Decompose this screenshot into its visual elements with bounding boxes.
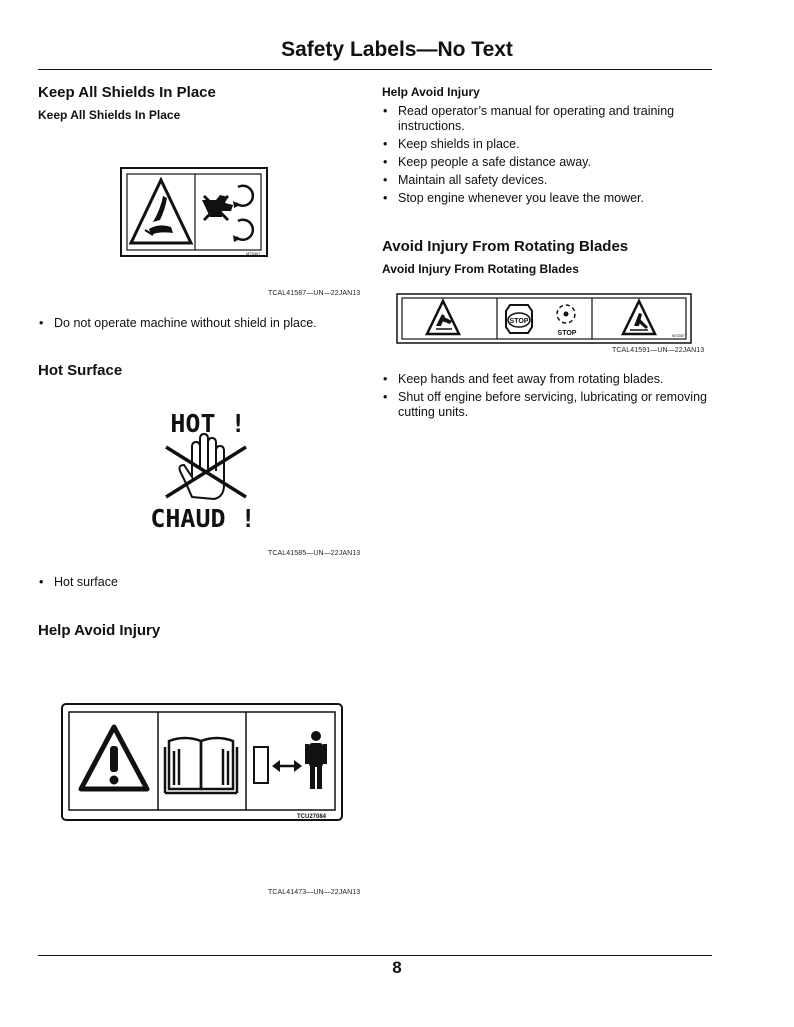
list-item: • Keep hands and feet away from rotating blades. [382,372,716,387]
shields-safety-label [120,167,268,257]
blades-bullet-list [382,372,716,423]
shields-bullet-list [38,316,358,334]
stop-badge-text: STOP [509,318,529,325]
hot-label-top-text: HOT ! [170,409,246,438]
shields-label-code: M73357 [246,251,261,256]
hot-hand-icon [166,434,246,499]
blades-safety-label [396,293,692,344]
list-item: • Read operator’s manual for operating and training instructions. [382,104,712,134]
page-number: 8 [392,958,402,977]
list-item: • Keep shields in place. [382,137,712,152]
list-item: • Keep people a safe distance away. [382,155,712,170]
header-rule [38,69,712,70]
list-item: • Shut off engine before servicing, lubricating or removing cutting units. [382,390,716,420]
avoid-label-code: TCU27084 [297,814,327,820]
stop-engine-icon [506,305,532,333]
avoid-safety-label [61,703,343,821]
blades-heading: Avoid Injury From Rotating Blades [382,238,629,255]
blades-label-code: M73357 [672,334,685,338]
hot-bullet-list [38,575,358,593]
list-item: • Maintain all safety devices. [382,173,712,188]
hot-heading: Hot Surface [38,362,123,379]
blades-caption: TCAL41591—UN—22JAN13 [612,347,705,354]
avoid-caption: TCAL41473—UN—22JAN13 [268,889,361,896]
list-item: • Hot surface [38,575,358,590]
hot-caption: TCAL41585—UN—22JAN13 [268,550,361,557]
avoid-heading: Help Avoid Injury [38,622,161,639]
list-item: • Do not operate machine without shield in place. [38,316,358,331]
list-item: • Stop engine whenever you leave the mower. [382,191,712,206]
hot-label-bottom-text: CHAUD ! [150,504,256,533]
shields-heading: Keep All Shields In Place [38,84,216,101]
hot-safety-label [148,405,268,535]
blades-subheading: Avoid Injury From Rotating Blades [382,262,579,276]
footer-rule [38,955,712,956]
shields-caption: TCAL41587—UN—22JAN13 [268,290,361,297]
shields-subheading: Keep All Shields In Place [38,108,181,122]
page-title: Safety Labels—No Text [281,38,513,61]
help-avoid-bullet-list [382,104,712,209]
help-avoid-subheading: Help Avoid Injury [382,85,480,99]
stop-caption-text: STOP [557,330,577,337]
